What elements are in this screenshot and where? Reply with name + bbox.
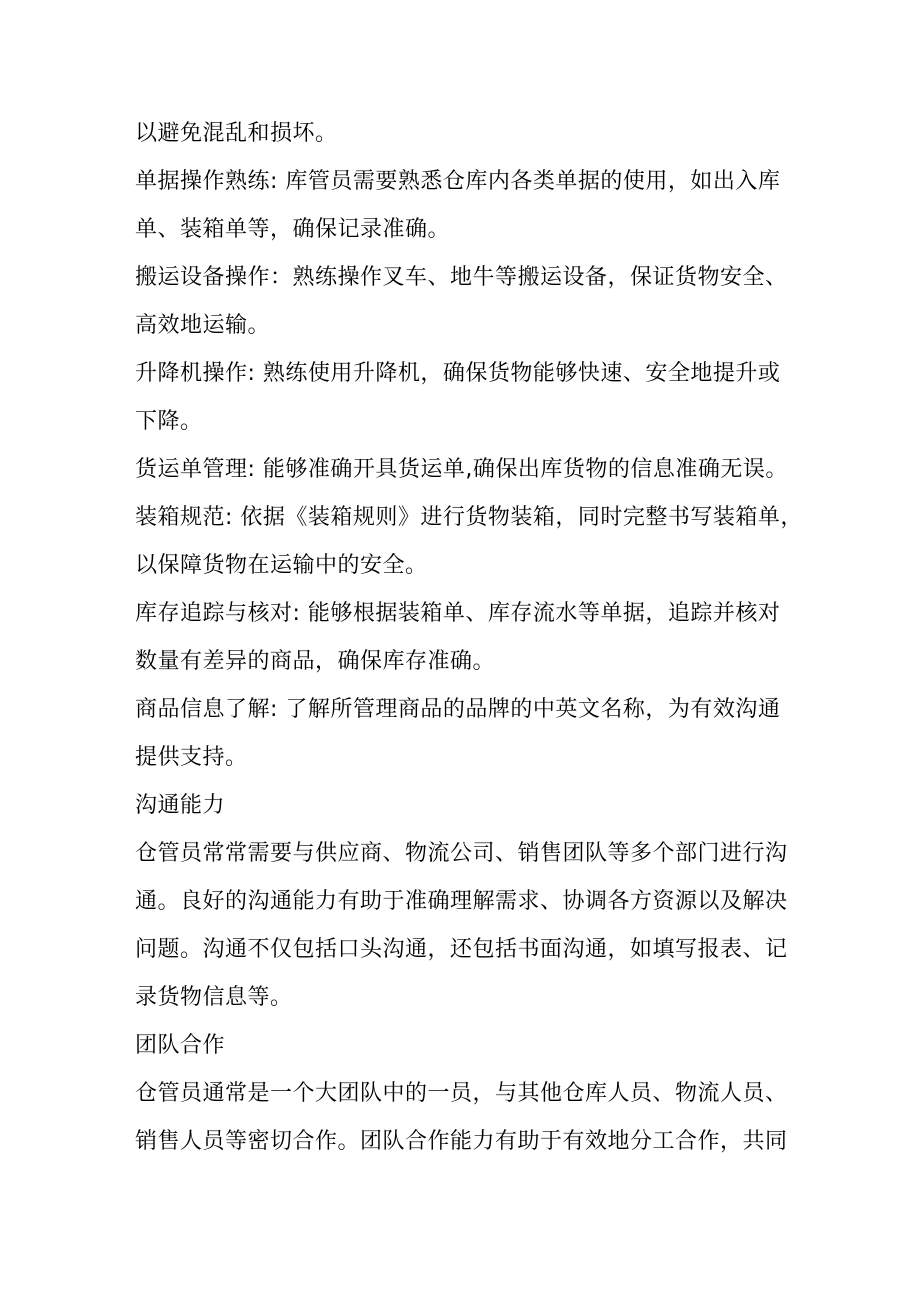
text-line: 装箱规范: 依据《装箱规则》进行货物装箱，同时完整书写装箱单， [135,505,803,530]
text-line: 升降机操作: 熟练使用升降机，确保货物能够快速、安全地提升或 [135,361,781,386]
section-heading: 沟通能力 [135,793,226,818]
text-line: 问题。沟通不仅包括口头沟通，还包括书面沟通，如填写报表、记 [135,937,788,962]
text-line: 以保障货物在运输中的安全。 [135,553,428,578]
text-line: 录货物信息等。 [135,985,293,1010]
text-line: 单据操作熟练: 库管员需要熟悉仓库内各类单据的使用，如出入库 [135,169,781,194]
text-line: 货运单管理: 能够准确开具货运单,确保出库货物的信息准确无误。 [135,457,788,482]
text-line: 库存追踪与核对: 能够根据装箱单、库存流水等单据，追踪并核对 [135,601,781,626]
text-line: 提供支持。 [135,745,248,770]
text-line: 单、装箱单等，确保记录准确。 [135,217,451,242]
text-line: 销售人员等密切合作。团队合作能力有助于有效地分工合作，共同 [135,1129,788,1154]
text-line: 下降。 [135,409,203,434]
text-line: 数量有差异的商品，确保库存准确。 [135,649,496,674]
document-page [135,110,805,1166]
text-line: 仓管员常常需要与供应商、物流公司、销售团队等多个部门进行沟 [135,841,788,866]
text-line: 商品信息了解: 了解所管理商品的品牌的中英文名称，为有效沟通 [135,697,781,722]
text-line: 通。良好的沟通能力有助于准确理解需求、协调各方资源以及解决 [135,889,788,914]
section-heading: 团队合作 [135,1033,226,1058]
text-line: 搬运设备操作：熟练操作叉车、地牛等搬运设备，保证货物安全、 [135,265,788,290]
text-line: 以避免混乱和损坏。 [135,121,338,146]
text-line: 仓管员通常是一个大团队中的一员，与其他仓库人员、物流人员、 [135,1081,788,1106]
text-line: 高效地运输。 [135,313,271,338]
